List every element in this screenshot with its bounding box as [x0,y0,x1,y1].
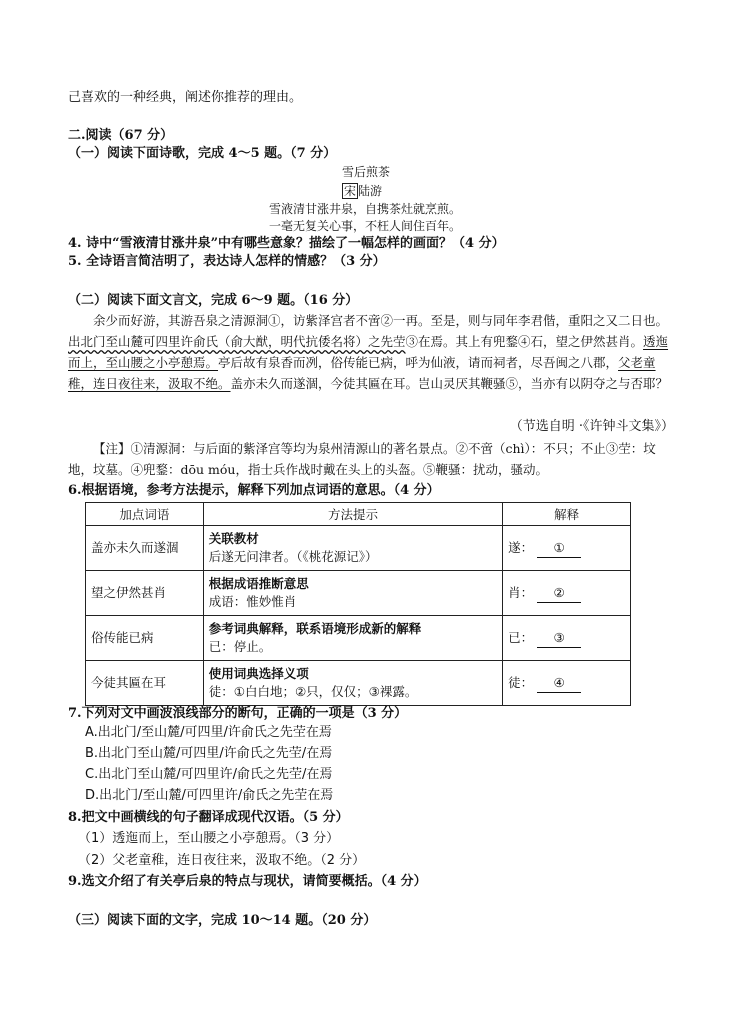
answer-blank[interactable]: ③ [537,629,581,648]
row-hint: 参考词典解释，联系语境形成新的解释 已：停止。 [203,616,502,661]
row-hint: 使用词典选择义项 徒：①白白地；②只，仅仅；③裸露。 [203,661,502,706]
poem-line-1: 雪液清甘涨井泉，自携茶灶就烹煎。 [269,202,462,216]
passage-notes: 【注】①清源洞：与后面的紫泽宫等均为泉州清源山的著名景点。②不啻（chì）：不只；不止③茔：坟地，坟墓。④兜鍪：dōu móu，指士兵作战时戴在头上的头盔。⑤鞭骚：扰动，骚动。 [68,441,656,477]
poem-line-2: 一毫无复关心事，不枉人间住百年。 [269,219,462,233]
q8-item-1: （1）透迤而上，至山腰之小亭憩焉。（3 分） [78,831,340,846]
poem-author-name: 陆游 [358,184,383,198]
row-answer: 已： ③ [503,616,631,661]
q7-option-d[interactable]: D.出北门/至山麓/可四里许/俞氏之先茔在焉 [85,788,334,803]
table-row [86,571,631,616]
table-row [86,526,631,571]
part-3-instruction: （三）阅读下面的文字，完成 10～14 题。（20 分） [68,913,377,928]
section-2-title: 二.阅读（67 分） [68,128,174,143]
question-7: 7.下列对文中画波浪线部分的断句，正确的一项是（3 分） [68,706,408,721]
part-1-instruction: （一）阅读下面诗歌，完成 4～5 题。（7 分） [68,146,337,161]
q8-item-2: （2）父老童稚，连日夜往来，汲取不绝。（2 分） [78,853,366,868]
answer-blank[interactable]: ④ [537,674,581,693]
passage-sentence-3: ③在焉。其上有兜鍪④石，望之伊然甚肖。 [405,334,644,349]
question-9: 9.选文介绍了有关亭后泉的特点与现状，请简要概括。（4 分） [68,874,427,889]
intro-line: 己喜欢的一种经典，阐述你推荐的理由。 [68,90,303,105]
table-header-row [86,503,631,526]
row-answer: 遂： ① [503,526,631,571]
poem-title: 雪后煎茶 [342,165,391,179]
part-2-instruction: （二）阅读下面文言文，完成 6～9 题。（16 分） [68,293,359,308]
header-phrase: 加点词语 [86,503,204,526]
row-phrase: 盖亦未久而遂涸 [86,526,204,571]
question-8: 8.把文中画横线的句子翻译成现代汉语。（5 分） [68,810,349,825]
header-hint: 方法提示 [203,503,502,526]
table-row [86,661,631,706]
passage-sentence-1: 余少而好游，其游吾泉之清源洞①，访紫泽宫者不啻②一再。至是，则与同年李君偕，重阳之又二日也。 [93,313,669,328]
row-hint: 根据成语推断意思 成语：惟妙惟肖 [203,571,502,616]
question-5: 5. 全诗语言简洁明了，表达诗人怎样的情感？（3 分） [68,254,386,269]
question-6: 6.根据语境，参考方法提示，解释下列加点词语的意思。（4 分） [68,483,440,498]
passage-source: （节选自明 ·《许钟斗文集》） [509,419,674,434]
row-phrase: 俗传能已病 [86,616,204,661]
q7-option-b[interactable]: B.出北门至山麓/可四里/许俞氏之先茔/在焉 [85,746,333,761]
q7-option-c[interactable]: C.出北门至山麓/可四里许/俞氏之先茔/在焉 [85,767,333,782]
row-answer: 肖： ② [503,571,631,616]
row-answer: 徒： ④ [503,661,631,706]
q7-option-a[interactable]: A.出北门/至山麓/可四里/许俞氏之先茔在焉 [85,725,332,740]
row-hint: 关联教材 后遂无问津者。（《桃花源记》） [203,526,502,571]
passage-sentence-5: 亭后故有泉香而冽，俗传能已病，呼为仙液，请而祠者，尽吾闽之八郡， [218,355,619,370]
table-row [86,616,631,661]
passage-sentence-7: 盖亦未久而遂涸，今徒其匾在耳。岂山灵厌其鞭骚⑤，当亦有以阴夺之与否耶？ [230,376,669,391]
answer-blank[interactable]: ② [537,584,581,603]
question-4: 4. 诗中“雪液清甘涨井泉”中有哪些意象？描绘了一幅怎样的画面？（4 分） [68,236,505,251]
vocab-table [85,502,631,706]
answer-blank[interactable]: ① [537,539,581,558]
poem-author [342,182,382,200]
passage-wavy-segment: 出北门至山麓可四里许俞氏（俞大猷，明代抗倭名将）之先茔 [68,334,406,349]
classical-passage [68,310,680,394]
passage-underlined-2: 父老童稚，连日夜往来，汲取不绝。 [68,355,656,391]
passage-underlined-1: 透迤而上，至山腰之小亭憩焉。 [68,334,669,370]
header-explanation: 解释 [503,503,631,526]
row-phrase: 今徒其匾在耳 [86,661,204,706]
poem-dynasty: 宋 [344,184,357,198]
row-phrase: 望之伊然甚肖 [86,571,204,616]
